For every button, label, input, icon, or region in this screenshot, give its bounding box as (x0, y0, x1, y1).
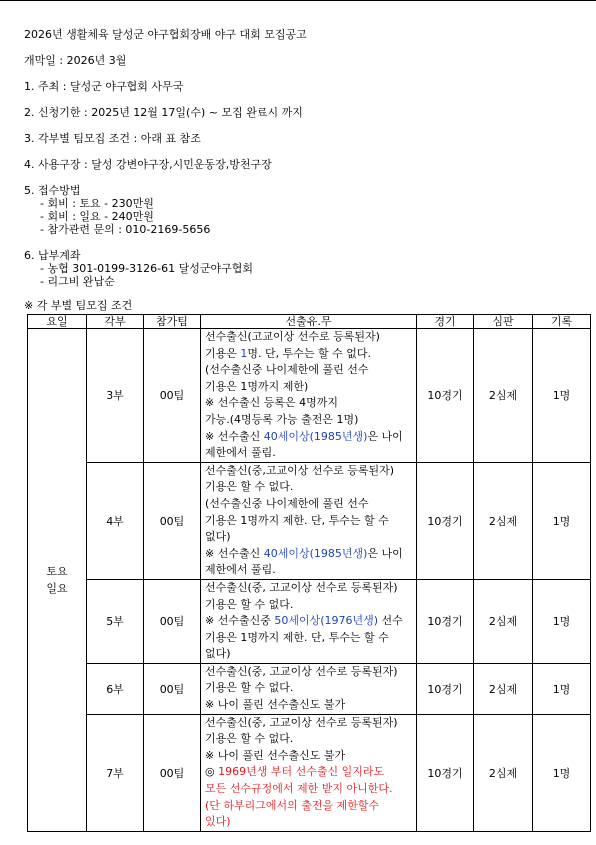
division-cell: 7부 (87, 714, 144, 831)
item-venue: 4. 사용구장 : 달성 강변야구장,시민운동장,방천구장 (24, 158, 272, 171)
condition-line: ※ 선수출신 40세이상(1985년생)은 나이 (205, 429, 403, 443)
header-games: 경기 (417, 315, 474, 329)
umpire-cell: 2심제 (474, 329, 533, 463)
table-row (28, 329, 591, 463)
header-division: 각부 (87, 315, 144, 329)
header-day: 요일 (28, 315, 87, 329)
condition-line: 없다) (205, 647, 231, 661)
condition-line: 기용은 할 수 없다. (205, 732, 294, 746)
condition-line: (선수출신중 나이제한에 풀린 선수 (205, 363, 369, 377)
condition-line: (단 하부리그에서의 출전을 제한할수 (205, 798, 380, 812)
division-cell: 5부 (87, 579, 144, 663)
condition-line: ※ 선수출신 40세이상(1985년생)은 나이 (205, 546, 403, 560)
table-row (28, 714, 591, 831)
condition-cell (201, 329, 417, 463)
condition-line: 선수출신(중,고교이상 선수로 등록된자) (205, 463, 395, 477)
games-cell: 10경기 (417, 714, 474, 831)
header-umpire: 심판 (474, 315, 533, 329)
condition-line: 기용은 1명까지 제한) (205, 379, 309, 393)
table-row (28, 663, 591, 714)
table-title: ※ 각 부별 팀모집 조건 (24, 299, 133, 312)
condition-line: 기용은 할 수 없다. (205, 597, 294, 611)
item-conditions: 3. 각부별 팀모집 조건 : 아래 표 참조 (24, 132, 201, 145)
condition-line: 기용은 할 수 없다. (205, 480, 294, 494)
record-cell: 1명 (533, 462, 591, 579)
teams-cell: 00팀 (144, 329, 201, 463)
notice-title: 2026년 생활체육 달성군 야구협회장배 야구 대회 모집공고 (24, 28, 307, 41)
reception-contact: - 참가관련 문의 : 010-2169-5656 (40, 223, 211, 236)
condition-line: 선수출신(중, 고교이상 선수로 등록된자) (205, 580, 398, 594)
condition-line: 없다) (205, 530, 231, 544)
condition-line: 제한에서 풀림. (205, 563, 276, 577)
condition-cell (201, 462, 417, 579)
condition-line: 기용은 할 수 없다. (205, 681, 294, 695)
table-header-row (28, 315, 591, 329)
conditions-table (27, 314, 591, 832)
day-label: 일요 (46, 581, 68, 595)
games-cell: 10경기 (417, 462, 474, 579)
umpire-cell: 2심제 (474, 663, 533, 714)
condition-line: 선수출신(중, 고교이상 선수로 등록된자) (205, 715, 398, 729)
condition-line: 모든 선수규정에서 제한 받지 아니한다. (205, 782, 393, 796)
condition-cell (201, 579, 417, 663)
condition-line: 기용은 1명까지 제한. 단, 투수는 할 수 (205, 630, 389, 644)
teams-cell: 00팀 (144, 714, 201, 831)
games-cell: 10경기 (417, 329, 474, 463)
umpire-cell: 2심제 (474, 462, 533, 579)
condition-line: 있다) (205, 815, 231, 829)
item-payment: 6. 납부계좌 (24, 249, 81, 262)
teams-cell: 00팀 (144, 579, 201, 663)
payment-account: - 농협 301-0199-3126-61 달성군야구협회 (40, 262, 253, 275)
record-cell: 1명 (533, 714, 591, 831)
umpire-cell: 2심제 (474, 579, 533, 663)
opening-date: 개막일 : 2026년 3월 (24, 54, 127, 67)
header-record: 기록 (533, 315, 591, 329)
condition-line: 기용은 1명까지 제한. 단, 투수는 할 수 (205, 513, 389, 527)
header-teams: 참가팀 (144, 315, 201, 329)
condition-line: 선수출신(고교이상 선수로 등록된자) (205, 330, 380, 343)
table-row (28, 579, 591, 663)
table-row (28, 462, 591, 579)
item-period: 2. 신청기한 : 2025년 12월 17일(수) ~ 모집 완료시 까지 (24, 106, 303, 119)
condition-cell (201, 714, 417, 831)
condition-line: 가능.(4명등록 가능 출전은 1명) (205, 412, 359, 426)
umpire-cell: 2심제 (474, 714, 533, 831)
record-cell: 1명 (533, 663, 591, 714)
games-cell: 10경기 (417, 579, 474, 663)
item-host: 1. 주최 : 달성군 야구협회 사무국 (24, 80, 184, 93)
header-player-origin: 선출유.무 (201, 315, 417, 329)
division-cell: 3부 (87, 329, 144, 463)
condition-cell (201, 663, 417, 714)
teams-cell: 00팀 (144, 462, 201, 579)
division-cell: 4부 (87, 462, 144, 579)
reception-fee-sun: - 회비 : 일요 - 240만원 (40, 210, 154, 223)
item-reception: 5. 접수방법 (24, 184, 81, 197)
games-cell: 10경기 (417, 663, 474, 714)
condition-line: ※ 나이 풀린 선수출신도 불가 (205, 748, 346, 762)
condition-line: 기용은 1명. 단, 투수는 할 수 없다. (205, 346, 371, 360)
day-cell (28, 329, 87, 832)
record-cell: 1명 (533, 329, 591, 463)
condition-line: 선수출신(중, 고교이상 선수로 등록된자) (205, 664, 398, 678)
condition-line: ◎ 1969년생 부터 선수출신 일지라도 (205, 765, 385, 779)
condition-line: ※ 선수출신 등록은 4명까지 (205, 396, 338, 410)
record-cell: 1명 (533, 579, 591, 663)
condition-line: ※ 선수출신중 50세이상(1976년생) 선수 (205, 614, 403, 628)
top-border-line (0, 0, 596, 1)
condition-line: 제한에서 풀림. (205, 446, 276, 460)
payment-order: - 리그비 완납순 (40, 275, 115, 288)
division-cell: 6부 (87, 663, 144, 714)
reception-fee-sat: - 회비 : 토요 - 230만원 (40, 197, 154, 210)
teams-cell: 00팀 (144, 663, 201, 714)
condition-line: ※ 나이 풀린 선수출신도 불가 (205, 698, 346, 712)
day-label: 토요 (46, 564, 68, 578)
condition-line: (선수출신중 나이제한에 풀린 선수 (205, 496, 369, 510)
